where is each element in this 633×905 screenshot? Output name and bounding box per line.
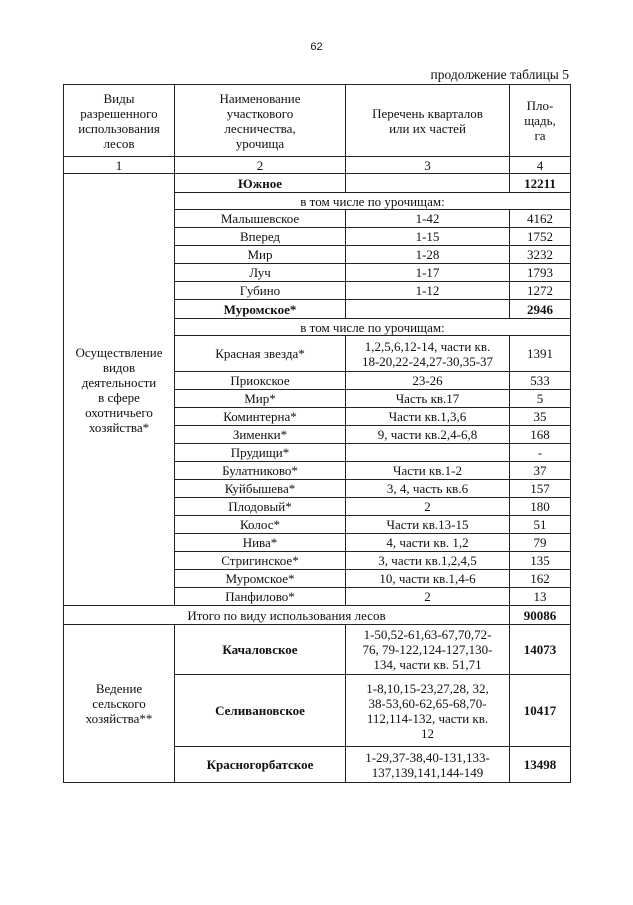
tract-name: Мир* <box>175 390 346 408</box>
quarters-cell: 3, 4, часть кв.6 <box>346 480 510 498</box>
quarters-cell: 10, части кв.1,4-6 <box>346 570 510 588</box>
column-number-row <box>64 157 571 174</box>
area-cell: 10417 <box>510 675 571 747</box>
including-tracts-label: в том числе по урочищам: <box>175 193 571 210</box>
column-number: 1 <box>64 157 175 174</box>
column-number: 2 <box>175 157 346 174</box>
table-row <box>64 174 571 193</box>
quarters-cell: Части кв.1-2 <box>346 462 510 480</box>
forestry-name: Южное <box>175 174 346 193</box>
area-cell: 37 <box>510 462 571 480</box>
column-number: 4 <box>510 157 571 174</box>
tract-name: Мир <box>175 246 346 264</box>
area-cell: 14073 <box>510 625 571 675</box>
area-cell: 2946 <box>510 300 571 319</box>
area-cell: - <box>510 444 571 462</box>
forestry-name: Красногорбатское <box>175 747 346 783</box>
total-label: Итого по виду использования лесов <box>64 606 510 625</box>
tract-name: Красная звезда* <box>175 336 346 372</box>
quarters-cell: 4, части кв. 1,2 <box>346 534 510 552</box>
forestry-name: Селивановское <box>175 675 346 747</box>
tract-name: Луч <box>175 264 346 282</box>
quarters-cell: 1-28 <box>346 246 510 264</box>
quarters-cell: 23-26 <box>346 372 510 390</box>
quarters-cell: 2 <box>346 588 510 606</box>
area-cell: 12211 <box>510 174 571 193</box>
area-cell: 157 <box>510 480 571 498</box>
area-cell: 79 <box>510 534 571 552</box>
total-area: 90086 <box>510 606 571 625</box>
tract-name: Булатниково* <box>175 462 346 480</box>
area-cell: 4162 <box>510 210 571 228</box>
header-usage-type: Виды разрешенного использования лесов <box>64 85 175 157</box>
column-number: 3 <box>346 157 510 174</box>
tract-name: Муромское* <box>175 570 346 588</box>
quarters-cell <box>346 300 510 319</box>
usage-type-agriculture: Ведение сельского хозяйства** <box>64 625 175 783</box>
quarters-cell <box>346 444 510 462</box>
header-forestry-name: Наименование участкового лесничества, урочища <box>175 85 346 157</box>
area-cell: 51 <box>510 516 571 534</box>
area-cell: 533 <box>510 372 571 390</box>
area-cell: 135 <box>510 552 571 570</box>
quarters-cell: 9, части кв.2,4-6,8 <box>346 426 510 444</box>
area-cell: 3232 <box>510 246 571 264</box>
area-cell: 180 <box>510 498 571 516</box>
forestry-name: Муромское* <box>175 300 346 319</box>
header-area: Пло- щадь, га <box>510 85 571 157</box>
header-quarters-list: Перечень кварталов или их частей <box>346 85 510 157</box>
area-cell: 35 <box>510 408 571 426</box>
page-number: 62 <box>310 41 323 53</box>
quarters-cell: 1-42 <box>346 210 510 228</box>
quarters-cell: 1-17 <box>346 264 510 282</box>
area-cell: 168 <box>510 426 571 444</box>
tract-name: Приокское <box>175 372 346 390</box>
quarters-cell: 1-12 <box>346 282 510 300</box>
quarters-cell: Части кв.13-15 <box>346 516 510 534</box>
quarters-cell: 1-8,10,15-23,27,28, 32, 38-53,60-62,65-68,70- 112,114-132, части кв. 12 <box>346 675 510 747</box>
total-row <box>64 606 571 625</box>
area-cell: 1272 <box>510 282 571 300</box>
quarters-cell: 2 <box>346 498 510 516</box>
tract-name: Панфилово* <box>175 588 346 606</box>
area-cell: 1391 <box>510 336 571 372</box>
quarters-cell: Часть кв.17 <box>346 390 510 408</box>
tract-name: Вперед <box>175 228 346 246</box>
quarters-cell: 1,2,5,6,12-14, части кв. 18-20,22-24,27-30,35-37 <box>346 336 510 372</box>
tract-name: Куйбышева* <box>175 480 346 498</box>
usage-type-hunting: Осуществление видов деятельности в сфере охотничьего хозяйства* <box>64 174 175 606</box>
tract-name: Колос* <box>175 516 346 534</box>
quarters-cell: 1-15 <box>346 228 510 246</box>
tract-name: Прудищи* <box>175 444 346 462</box>
tract-name: Плодовый* <box>175 498 346 516</box>
quarters-cell: Части кв.1,3,6 <box>346 408 510 426</box>
table-continuation-caption: продолжение таблицы 5 <box>430 67 569 82</box>
quarters-cell: 1-50,52-61,63-67,70,72- 76, 79-122,124-127,130- 134, части кв. 51,71 <box>346 625 510 675</box>
area-cell: 13498 <box>510 747 571 783</box>
forestry-name: Качаловское <box>175 625 346 675</box>
forest-usage-table <box>63 84 571 783</box>
quarters-cell <box>346 174 510 193</box>
area-cell: 1752 <box>510 228 571 246</box>
area-cell: 13 <box>510 588 571 606</box>
tract-name: Малышевское <box>175 210 346 228</box>
area-cell: 5 <box>510 390 571 408</box>
tract-name: Коминтерна* <box>175 408 346 426</box>
area-cell: 162 <box>510 570 571 588</box>
tract-name: Стригинское* <box>175 552 346 570</box>
quarters-cell: 1-29,37-38,40-131,133- 137,139,141,144-149 <box>346 747 510 783</box>
area-cell: 1793 <box>510 264 571 282</box>
table-row <box>64 625 571 675</box>
including-tracts-label: в том числе по урочищам: <box>175 319 571 336</box>
tract-name: Нива* <box>175 534 346 552</box>
table-header-row <box>64 85 571 157</box>
quarters-cell: 3, части кв.1,2,4,5 <box>346 552 510 570</box>
tract-name: Зименки* <box>175 426 346 444</box>
tract-name: Губино <box>175 282 346 300</box>
